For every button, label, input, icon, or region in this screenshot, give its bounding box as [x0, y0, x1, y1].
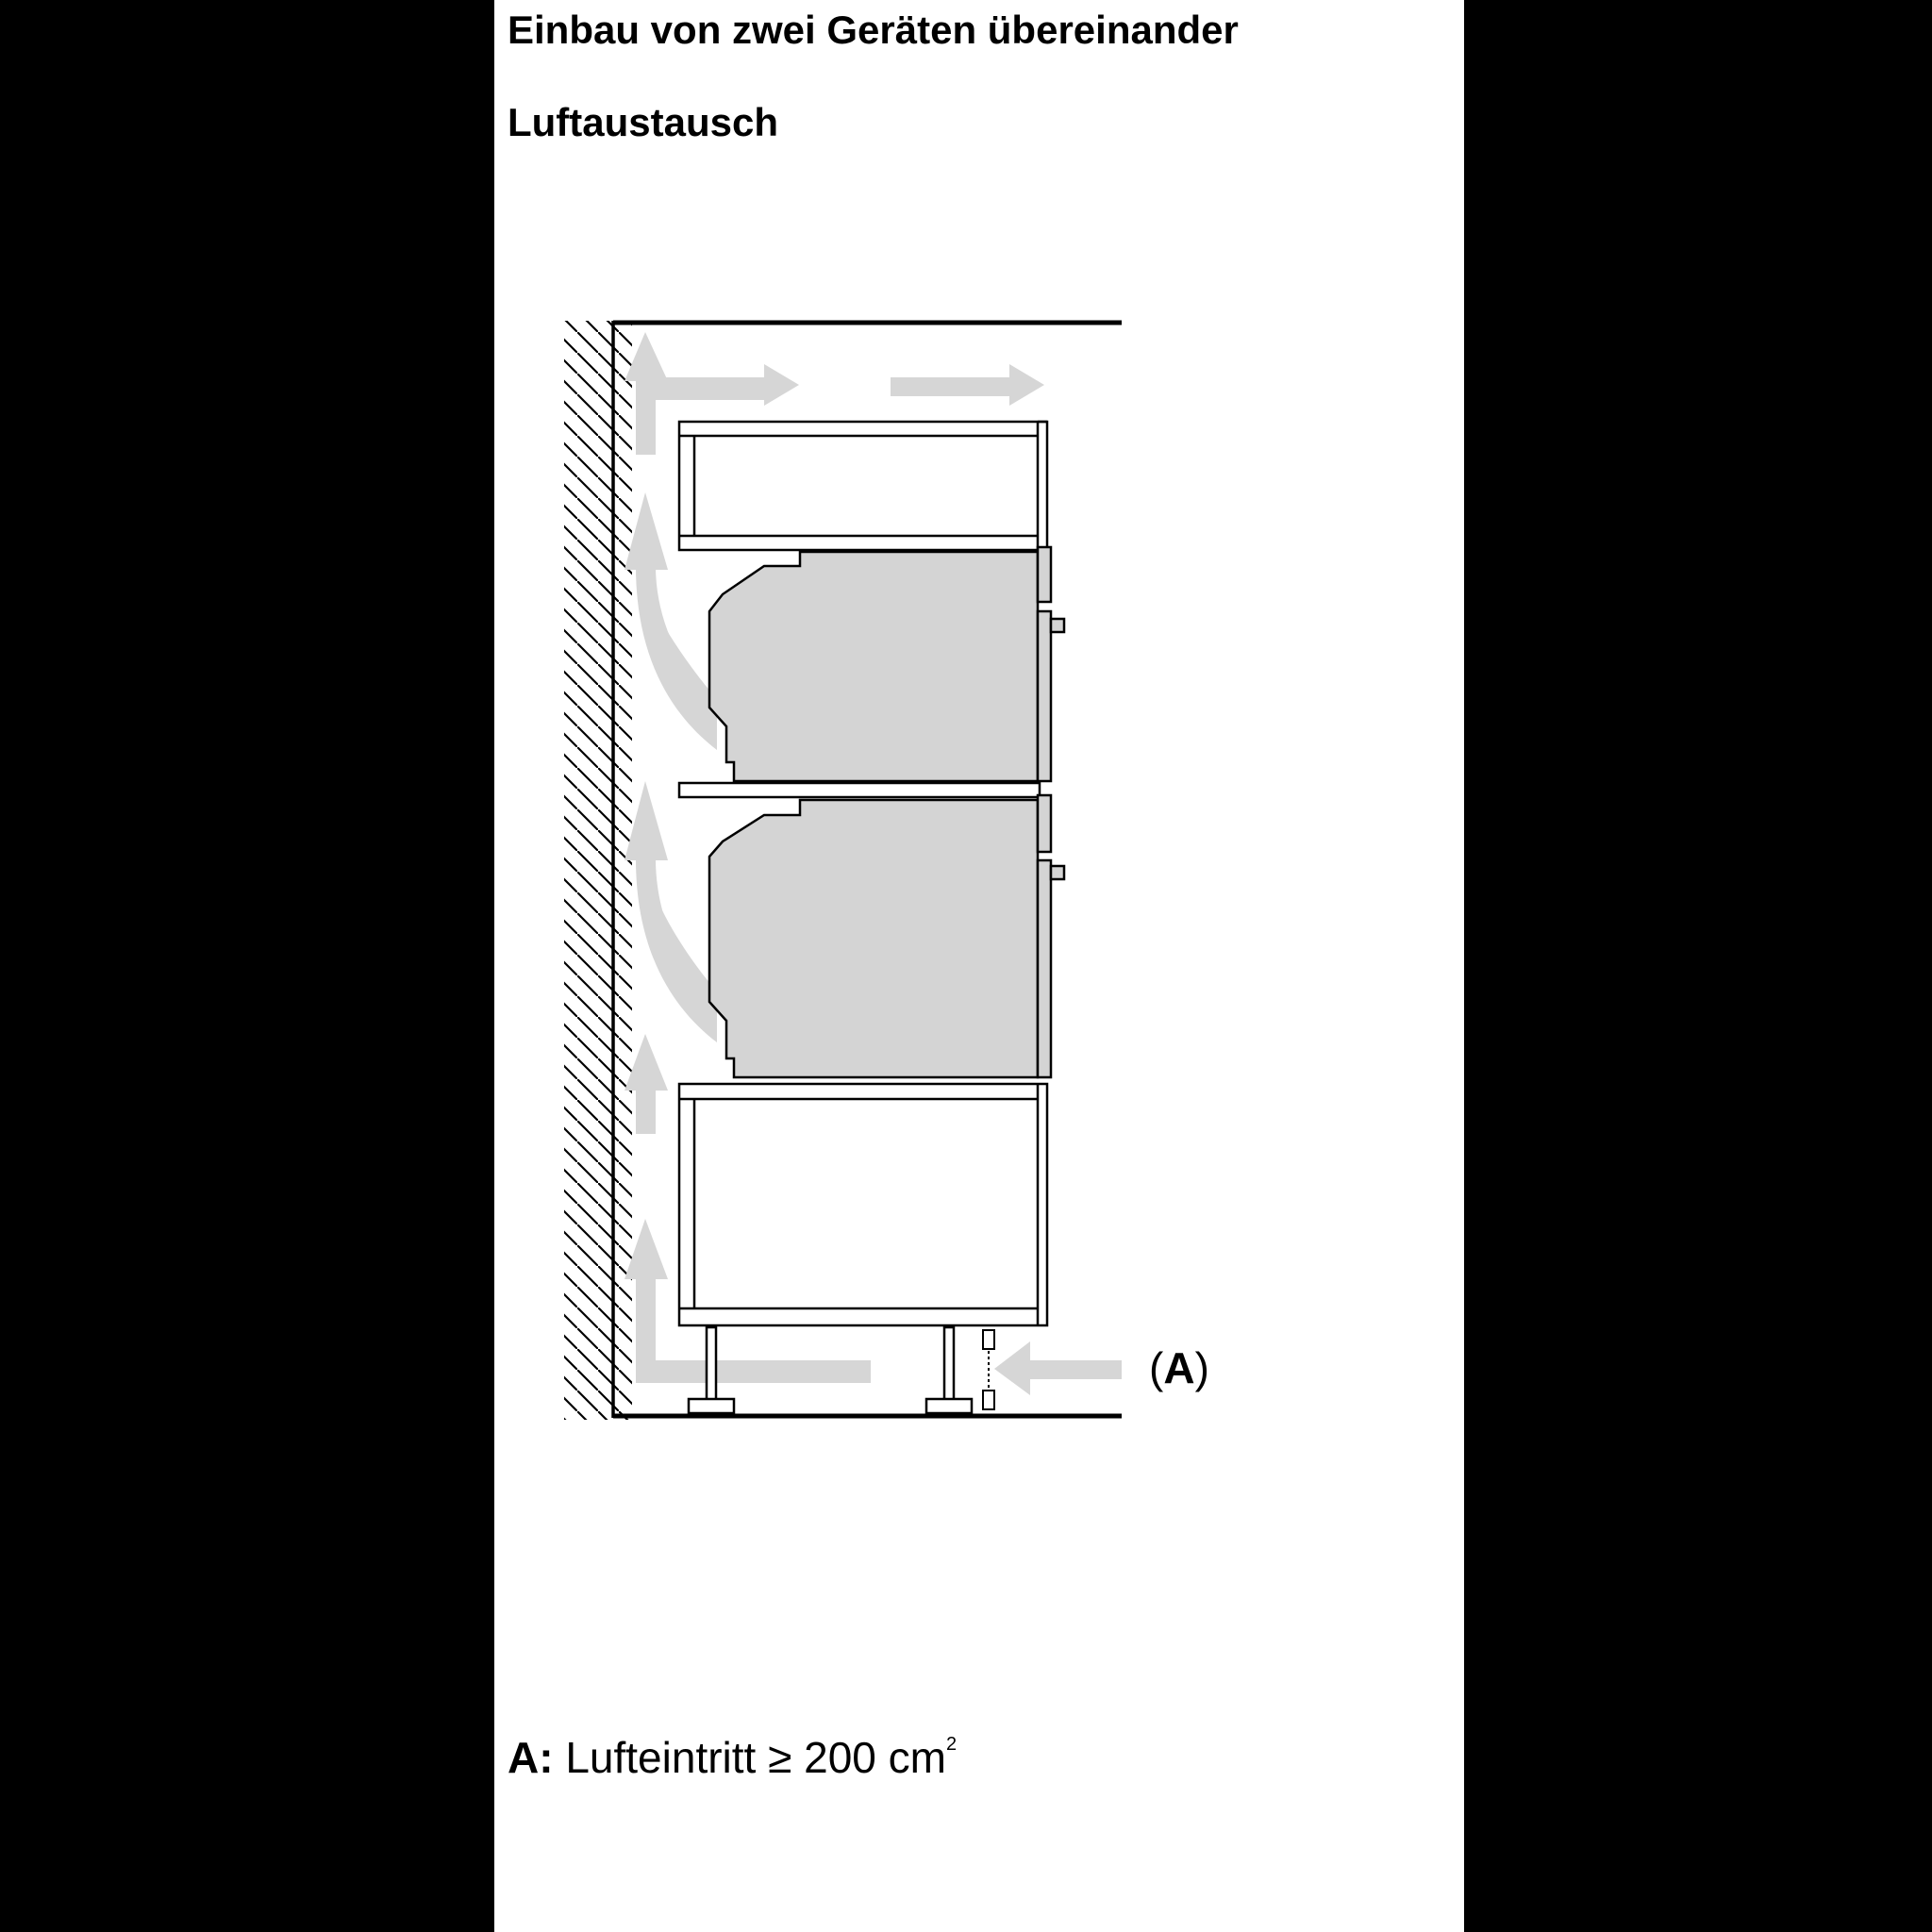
base-cabinet	[679, 1084, 1047, 1325]
page	[494, 0, 1464, 1932]
installation-diagram	[494, 0, 1464, 1472]
airflow-intake-arrowhead	[994, 1341, 1030, 1395]
airflow-lower-arrow	[636, 1087, 656, 1134]
callout-label: A	[1163, 1343, 1195, 1392]
callout-a	[1149, 1343, 1209, 1392]
lower-oven	[709, 795, 1064, 1077]
airflow-exhaust-arrowhead	[1009, 364, 1044, 406]
middle-shelf	[679, 783, 1040, 797]
section-subtitle: Luftaustausch	[508, 100, 779, 144]
airflow-intake-arrow	[1029, 1344, 1122, 1379]
wall-hatching	[564, 321, 632, 1420]
legend-superscript: 2	[945, 1734, 958, 1755]
callout-paren-open: (	[1149, 1343, 1164, 1392]
callout-paren-close: )	[1194, 1343, 1209, 1392]
plinth-opening	[983, 1330, 994, 1409]
upper-oven	[709, 547, 1064, 781]
airflow-exhaust-arrow	[891, 377, 1011, 396]
page-title: Einbau von zwei Geräten übereinander	[508, 8, 1239, 52]
airflow-top-arrowhead-right	[764, 364, 799, 406]
legend-text: Lufteintritt ≥ 200 cm	[565, 1733, 946, 1782]
legend-key: A:	[508, 1733, 554, 1782]
legend	[508, 1732, 957, 1783]
top-cabinet	[679, 422, 1047, 550]
